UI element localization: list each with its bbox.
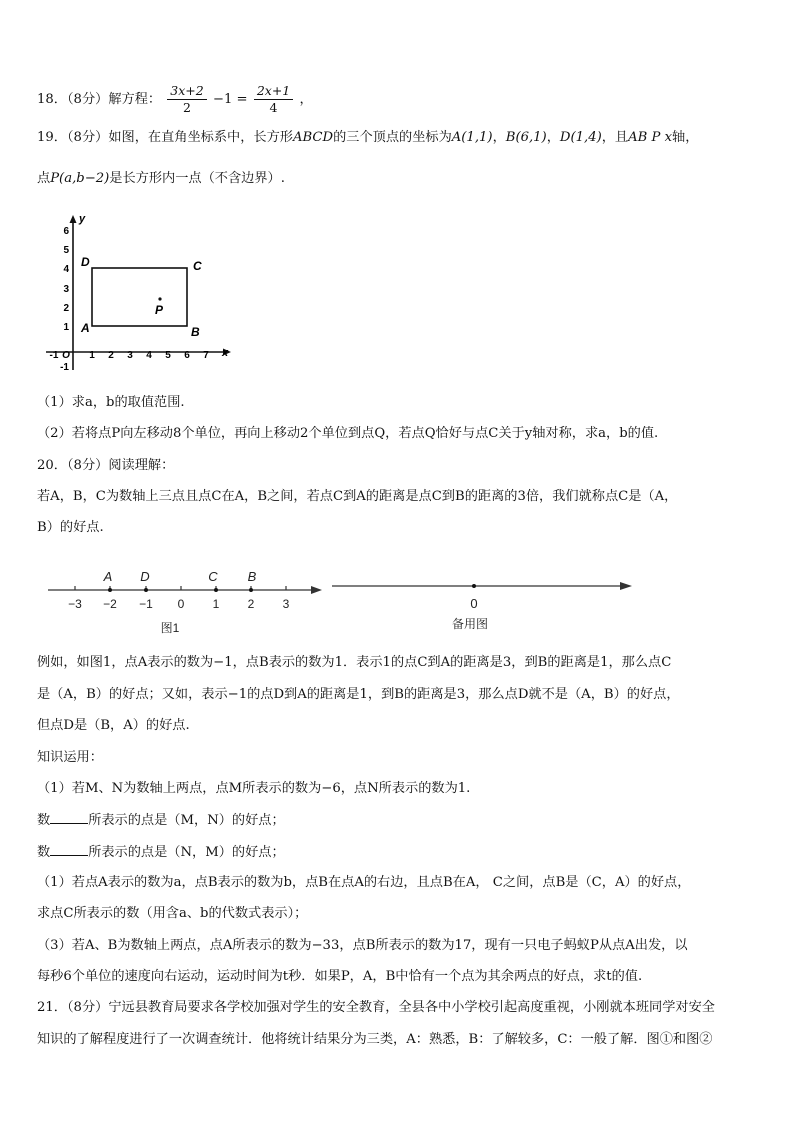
q19-line-1 bbox=[37, 129, 698, 147]
q19-text-e: 点 bbox=[37, 171, 51, 186]
number-line-arrow bbox=[311, 586, 322, 594]
q20-k1: （1）若M、N为数轴上两点，点M所表示的数为−6，点N所表示的数为1. bbox=[37, 781, 471, 796]
q19-text-d: 轴， bbox=[672, 130, 699, 145]
fig1-tick-label: 0 bbox=[177, 597, 185, 611]
point-d-dot bbox=[144, 588, 148, 592]
fig1-point-a: A bbox=[103, 569, 113, 584]
q20-title: 20．（8分）阅读理解： bbox=[37, 458, 175, 473]
q19-coord-a: A(1,1) bbox=[451, 130, 493, 145]
q20-figure-1 bbox=[40, 560, 330, 640]
fig1-tick-label: 1 bbox=[212, 597, 220, 611]
q20-para2-line2: 是（A，B）的好点；又如，表示−1的点D到A的距离是1，到B的距离是3，那么点D就不是（A，B）的好点， bbox=[37, 687, 680, 702]
point-b-dot bbox=[249, 588, 253, 592]
q19-parallel: AB P x bbox=[628, 130, 673, 145]
x-axis-label: x bbox=[222, 347, 229, 359]
fig1-caption: 图1 bbox=[160, 621, 180, 635]
spare-zero-label: 0 bbox=[470, 596, 478, 611]
q20-k1a bbox=[37, 811, 285, 830]
x-tick-label: 2 bbox=[108, 350, 114, 361]
q19-text-f: 是长方形内一点（不含边界）. bbox=[109, 171, 285, 186]
q19-text-b: 的三个顶点的坐标为 bbox=[333, 130, 452, 145]
spare-origin-dot bbox=[472, 584, 476, 588]
q18-frac2-denominator: 4 bbox=[269, 100, 278, 115]
fig1-point-b: B bbox=[247, 569, 257, 584]
y-tick-label: 6 bbox=[63, 226, 69, 237]
q20-k2-line1: （1）若点A表示的数为a，点B表示的数为b，点B在点A的右边，且点B在A， C之间，点B是（C，A）的好点， bbox=[37, 875, 691, 890]
y-tick-label: 1 bbox=[63, 322, 69, 333]
y-tick-label: -1 bbox=[60, 362, 69, 373]
q20-para2-line3: 但点D是（B，A）的好点. bbox=[37, 718, 190, 733]
k1b-prefix: 数 bbox=[37, 845, 51, 860]
q21-line1: 21．（8分）宁远县教育局要求各学校加强对学生的安全教育，全县各中小学校引起高度重视，小刚就本班同学对安全 bbox=[37, 1000, 715, 1015]
x-tick-label: 5 bbox=[165, 350, 171, 361]
rectangle-abcd bbox=[92, 268, 187, 326]
q19-rect-name: ABCD bbox=[292, 130, 334, 145]
point-a-dot bbox=[108, 588, 112, 592]
q18-frac1-denominator: 2 bbox=[183, 100, 191, 115]
k1a-answer-blank[interactable] bbox=[50, 811, 88, 824]
q19-sep-2: ， bbox=[546, 130, 560, 145]
x-tick-label: -1 bbox=[49, 350, 59, 361]
y-tick-label: 3 bbox=[63, 284, 69, 295]
fig1-point-d: D bbox=[140, 569, 150, 584]
x-tick-label: 1 bbox=[89, 350, 95, 361]
x-tick-label: 6 bbox=[184, 350, 190, 361]
y-tick-label: 5 bbox=[63, 245, 69, 256]
fig1-point-c: C bbox=[208, 569, 218, 584]
q19-part-1: （1）求a，b的取值范围. bbox=[37, 395, 185, 410]
point-p-label: P bbox=[155, 303, 164, 317]
q20-spare-figure bbox=[328, 560, 638, 640]
fig1-tick-label: 2 bbox=[247, 597, 255, 611]
q20-para1-line2: B）的好点. bbox=[37, 520, 104, 535]
q20-k1b bbox=[37, 843, 285, 862]
k1b-answer-blank[interactable] bbox=[50, 843, 88, 856]
x-tick-label: 3 bbox=[127, 350, 133, 361]
q18-fraction-1 bbox=[167, 83, 206, 116]
q19-coordinate-figure bbox=[36, 210, 246, 380]
k1a-prefix: 数 bbox=[37, 813, 51, 828]
q18-frac2-numerator: 2x+1 bbox=[254, 83, 293, 100]
y-tick-label: 4 bbox=[63, 264, 69, 275]
q18-prefix: 18．（8分）解方程： bbox=[37, 92, 162, 107]
q20-knowledge-heading: 知识运用： bbox=[37, 750, 103, 765]
q20-para1-line1: 若A，B，C为数轴上三点且点C在A，B之间，若点C到A的距离是点C到B的距离的3倍，我们就称点C是（A， bbox=[37, 489, 678, 504]
q21-line2: 知识的了解程度进行了一次调查统计．他将统计结果分为三类，A：熟悉，B：了解较多，C：一般了解．图①和图② bbox=[37, 1032, 713, 1047]
q19-part-2: （2）若将点P向左移动8个单位，再向上移动2个单位到点Q，若点Q恰好与点C关于y轴对称，求a，b的值. bbox=[37, 426, 659, 441]
q20-para2-line1: 例如，如图1，点A表示的数为−1，点B表示的数为1．表示1的点C到A的距离是3，到B的距离是1，那么点C bbox=[37, 655, 672, 670]
spare-caption: 备用图 bbox=[451, 617, 489, 631]
q20-k3-line1: （3）若A、B为数轴上两点，点A所表示的数为−33，点B所表示的数为17，现有一只电子蚂蚁P从点A出发，以 bbox=[37, 938, 688, 953]
point-p-dot bbox=[158, 297, 161, 300]
fig1-tick-label: 3 bbox=[282, 597, 290, 611]
k1a-suffix: 所表示的点是（M，N）的好点； bbox=[88, 813, 285, 828]
vertex-b-label: B bbox=[191, 325, 200, 339]
y-axis-arrow bbox=[70, 215, 77, 223]
fig1-tick-label: −3 bbox=[68, 597, 82, 611]
fig1-tick-label: −2 bbox=[103, 597, 117, 611]
q19-text-a: 19．（8分）如图，在直角坐标系中，长方形 bbox=[37, 130, 293, 145]
k1b-suffix: 所表示的点是（N，M）的好点； bbox=[88, 845, 285, 860]
y-axis-label: y bbox=[79, 213, 86, 225]
origin-label: O bbox=[62, 350, 70, 361]
q18-fraction-2 bbox=[254, 83, 293, 116]
fig1-tick-label: −1 bbox=[139, 597, 153, 611]
q18-suffix: ， bbox=[299, 92, 313, 107]
vertex-a-label: A bbox=[81, 321, 90, 335]
q19-text-c: ，且 bbox=[601, 130, 629, 145]
spare-number-line-arrow bbox=[620, 582, 632, 590]
q20-k3-line2: 每秒6个单位的速度向右运动，运动时间为t秒．如果P，A，B中恰有一个点为其余两点的好点，求t的值. bbox=[37, 969, 643, 984]
q19-sep-1: ， bbox=[492, 130, 506, 145]
vertex-c-label: C bbox=[193, 259, 202, 273]
vertex-d-label: D bbox=[81, 255, 90, 269]
q19-coord-d: D(1,4) bbox=[559, 130, 602, 145]
q19-point-p: P(a,b−2) bbox=[50, 171, 110, 186]
q19-line-2 bbox=[37, 170, 285, 188]
q19-coord-b: B(6,1) bbox=[505, 130, 547, 145]
x-tick-label: 7 bbox=[203, 350, 209, 361]
q18-frac1-numerator: 3x+2 bbox=[167, 83, 206, 100]
q18-line bbox=[37, 83, 313, 116]
y-tick-label: 2 bbox=[63, 303, 69, 314]
point-c-dot bbox=[214, 588, 218, 592]
q18-middle: −1 = bbox=[212, 92, 248, 107]
q20-k2-line2: 求点C所表示的数（用含a、b的代数式表示）； bbox=[37, 906, 308, 921]
x-tick-label: 4 bbox=[146, 350, 152, 361]
